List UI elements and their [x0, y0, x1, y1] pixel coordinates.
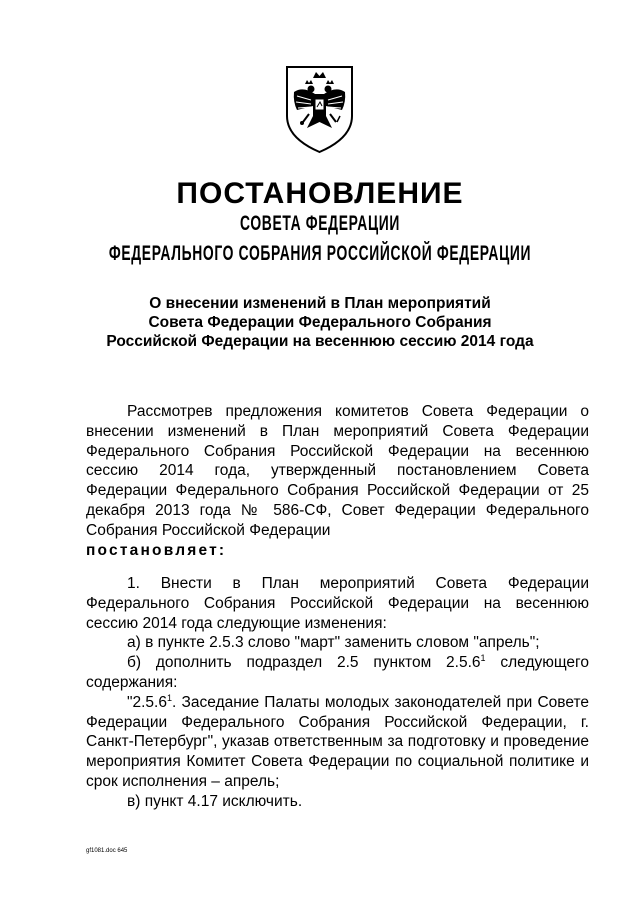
item-1-quoted-text: [86, 693, 589, 792]
quote-superscript: 1: [166, 692, 172, 703]
preamble-paragraph: [86, 402, 589, 560]
item-1-sub-b-superscript: 1: [480, 653, 486, 664]
file-reference: gf1081.doc 645: [86, 848, 128, 854]
subject-line-3: Российской Федерации на весеннюю сессию 2014 года: [106, 333, 534, 350]
item-1-intro: 1. Внести в План мероприятий Совета Федерации Федерального Собрания Российской Федерации на весеннюю сессию 2014 года следующие изменения:: [86, 575, 589, 632]
quote-suffix: . Заседание Палаты молодых законодателей при Совете Федерации Федерального Собрания Российской Федерации, г. Санкт-Петербург", указав ответственным за подготовку и проведение мероприятия Комитет Совета Федерации по социальной политике и срок исполнения – апрель;: [86, 693, 589, 790]
coat-of-arms-emblem: [283, 64, 356, 154]
document-type-title: ПОСТАНОВЛЕНИЕ: [176, 177, 464, 210]
issuer-line-1: СОВЕТА ФЕДЕРАЦИИ: [240, 212, 400, 235]
item-1-sub-a: а) в пункте 2.5.3 слово "март" заменить словом "апрель";: [127, 634, 540, 652]
quote-prefix: "2.5.6: [127, 693, 167, 711]
item-1-sub-b-prefix: б) дополнить подраздел 2.5 пунктом 2.5.6: [127, 654, 481, 672]
preamble-text: Рассмотрев предложения комитетов Совета Федерации о внесении изменений в План мероприятий Совета Федерации Федерального Собрания Российской Федерации на весеннюю сессию 2014 года, утвержденный постановлением Совета Федерации Федерального Собрания Российской Федерации от 25 декабря 2013 года № 586-СФ, Совет Федерации Федерального Собрания Российской Федерации: [86, 403, 589, 539]
subject-line-1: О внесении изменений в План мероприятий: [149, 295, 491, 312]
item-1-sub-b: [86, 653, 589, 693]
issuer-line-2: ФЕДЕРАЛЬНОГО СОБРАНИЯ РОССИЙСКОЙ ФЕДЕРАЦИИ: [108, 242, 532, 265]
item-1-sub-c: в) пункт 4.17 исключить.: [127, 792, 303, 810]
subject-line-2: Совета Федерации Федерального Собрания: [148, 314, 492, 331]
resolves-word: постановляет:: [86, 541, 227, 559]
item-1-sub-b-suffix: следующего содержания:: [86, 654, 589, 691]
document-subject: [60, 294, 580, 351]
resolution-item-1: [86, 574, 589, 812]
